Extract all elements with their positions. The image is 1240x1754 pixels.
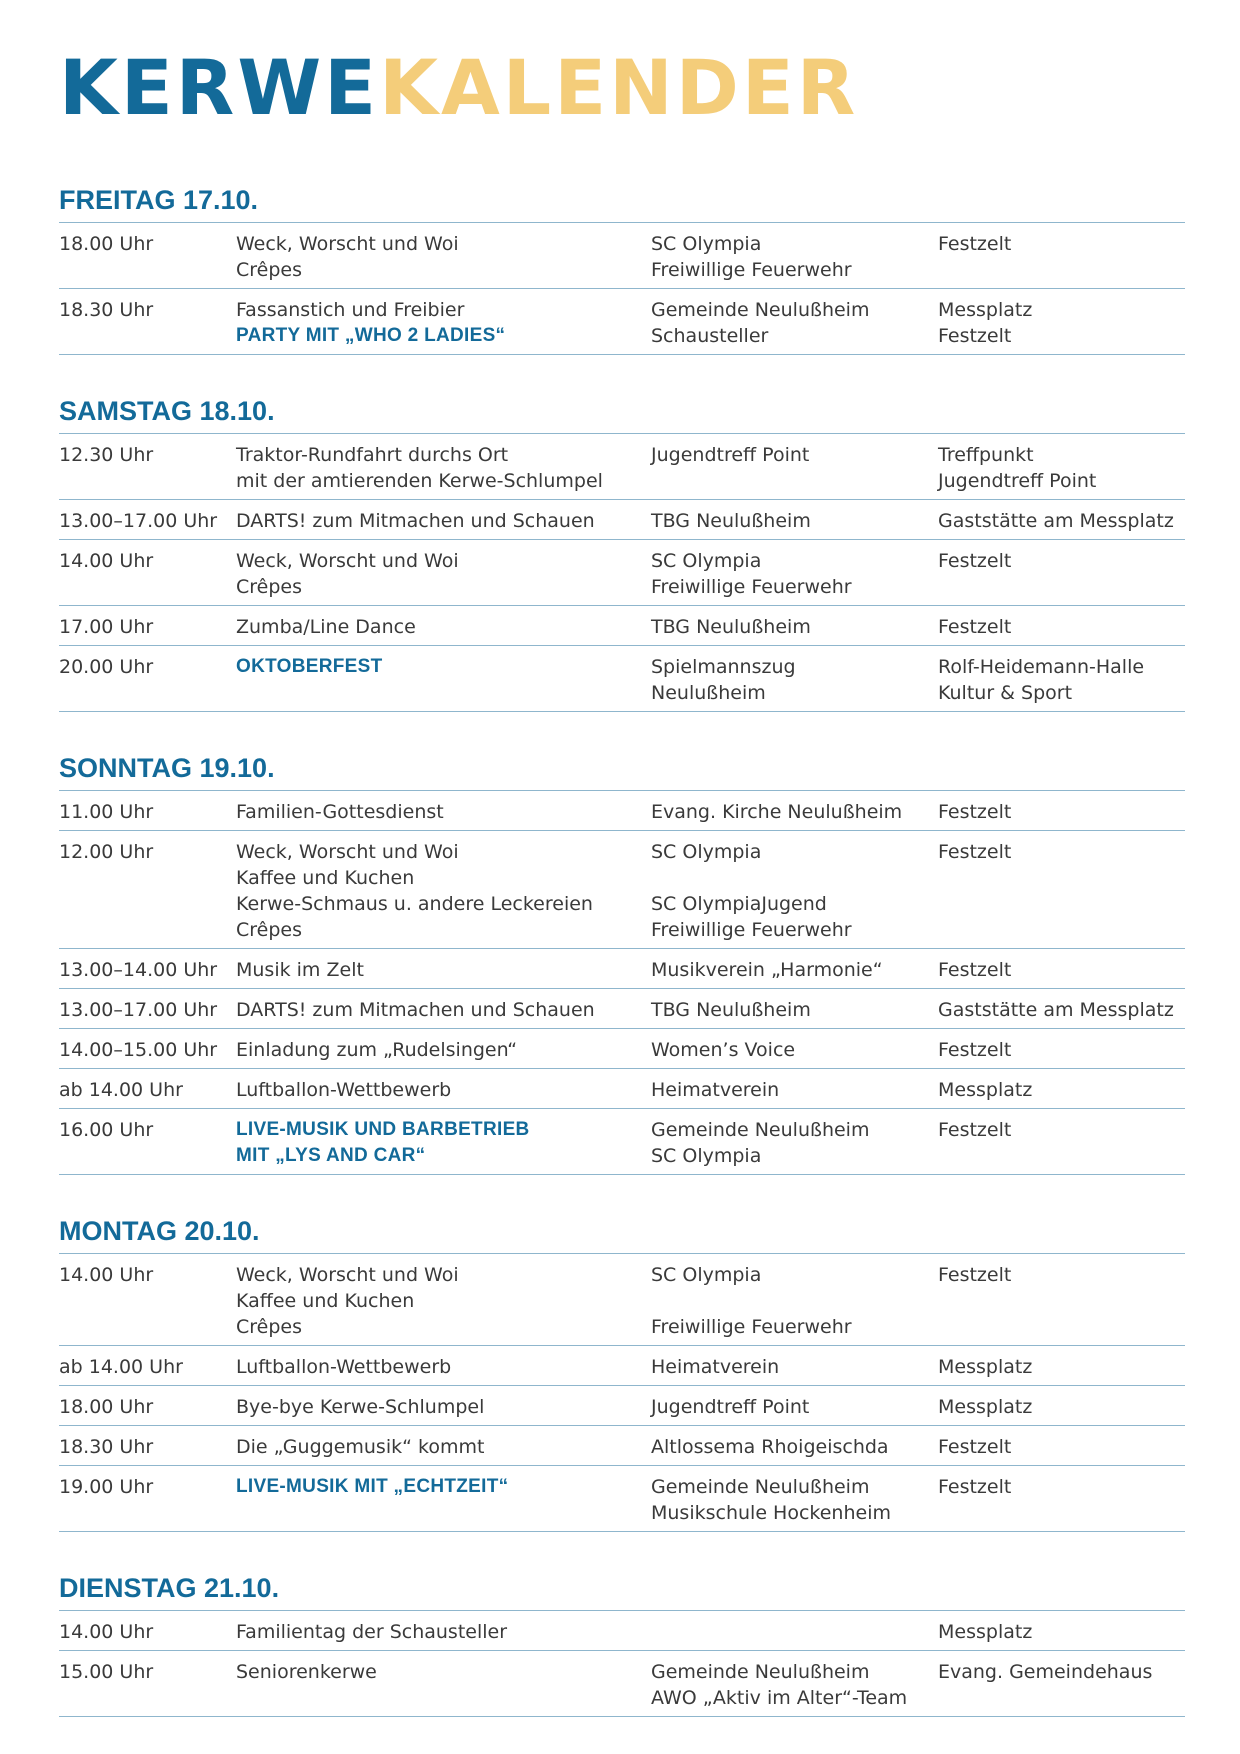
table-row [59, 500, 1185, 540]
event-description [236, 1354, 651, 1380]
event-line: Weck, Worscht und Woi [236, 1264, 459, 1286]
event-line: Familien-Gottesdienst [236, 801, 444, 823]
organizer-line: Heimatverein [651, 1356, 780, 1378]
event-location [938, 1037, 1185, 1063]
event-time: 18.00 Uhr [59, 233, 154, 255]
event-line: Weck, Worscht und Woi [236, 233, 459, 255]
event-organizer [651, 1474, 938, 1526]
event-line: Kaffee und Kuchen [236, 867, 415, 889]
location-line: Festzelt [938, 841, 1012, 863]
event-line: Einladung zum „Rudelsingen“ [236, 1039, 518, 1061]
event-time: 18.30 Uhr [59, 1436, 154, 1458]
event-line: Crêpes [236, 919, 302, 941]
event-location [938, 654, 1185, 706]
event-description [236, 1434, 651, 1460]
event-line: Crêpes [236, 1316, 302, 1338]
event-location [938, 231, 1185, 283]
organizer-line: Heimatverein [651, 1079, 780, 1101]
event-time: ab 14.00 Uhr [59, 1356, 183, 1378]
event-line: Kaffee und Kuchen [236, 1290, 415, 1312]
event-time: 13.00–17.00 Uhr [59, 999, 218, 1021]
event-description [236, 548, 651, 600]
event-time: 15.00 Uhr [59, 1661, 154, 1683]
organizer-line [651, 865, 938, 891]
event-organizer [651, 1659, 938, 1711]
organizer-line: Women’s Voice [651, 1039, 796, 1061]
event-description [236, 957, 651, 983]
event-line: Fassanstich und Freibier [236, 299, 465, 321]
location-line: Evang. Gemeindehaus [938, 1661, 1153, 1683]
event-description [236, 654, 651, 706]
event-description [236, 1037, 651, 1063]
event-time: 19.00 Uhr [59, 1476, 154, 1498]
day-section [59, 1566, 1185, 1717]
event-location [938, 1077, 1185, 1103]
event-organizer [651, 442, 938, 494]
organizer-line: SC Olympia [651, 550, 762, 572]
event-line: DARTS! zum Mitmachen und Schauen [236, 999, 595, 1021]
event-organizer [651, 1037, 938, 1063]
organizer-line: SC OlympiaJugend [651, 893, 827, 915]
event-highlight: PARTY MIT „WHO 2 LADIES“ [236, 325, 506, 346]
event-location [938, 614, 1185, 640]
table-row [59, 1611, 1185, 1651]
event-location [938, 1394, 1185, 1420]
day-section [59, 746, 1185, 1175]
organizer-line: Gemeinde Neulußheim [651, 299, 870, 321]
organizer-line: Musikverein „Harmonie“ [651, 959, 883, 981]
event-description [236, 1262, 651, 1340]
event-line: Weck, Worscht und Woi [236, 841, 459, 863]
organizer-line: Freiwillige Feuerwehr [651, 919, 852, 941]
table-row [59, 949, 1185, 989]
event-time: 18.00 Uhr [59, 1396, 154, 1418]
event-location [938, 548, 1185, 600]
organizer-line: Freiwillige Feuerwehr [651, 259, 852, 281]
location-line: Messplatz [938, 1356, 1033, 1378]
event-organizer [651, 614, 938, 640]
event-location [938, 799, 1185, 825]
location-line: Messplatz [938, 1079, 1033, 1101]
event-line: Traktor-Rundfahrt durchs Ort [236, 444, 509, 466]
organizer-line: Gemeinde Neulußheim [651, 1661, 870, 1683]
event-location [938, 1619, 1185, 1645]
table-row [59, 1346, 1185, 1386]
organizer-line: Jugendtreff Point [651, 444, 810, 466]
location-line: Jugendtreff Point [938, 470, 1097, 492]
table-row [59, 223, 1185, 289]
event-time: 14.00 Uhr [59, 1621, 154, 1643]
organizer-line [651, 1288, 938, 1314]
event-description [236, 442, 651, 494]
location-line: Gaststätte am Messplatz [938, 510, 1174, 532]
table-row [59, 606, 1185, 646]
table-row [59, 646, 1185, 712]
event-organizer [651, 997, 938, 1023]
organizer-line: Musikschule Hockenheim [651, 1502, 891, 1524]
organizer-line: Spielmannszug [651, 656, 796, 678]
event-line: Die „Guggemusik“ kommt [236, 1436, 485, 1458]
organizer-line: SC Olympia [651, 841, 762, 863]
organizer-line: Gemeinde Neulußheim [651, 1476, 870, 1498]
event-time: 11.00 Uhr [59, 801, 154, 823]
event-highlight: OKTOBERFEST [236, 656, 383, 677]
table-row [59, 289, 1185, 355]
event-time: 14.00 Uhr [59, 550, 154, 572]
event-organizer [651, 1354, 938, 1380]
event-description [236, 839, 651, 943]
event-line: Seniorenkerwe [236, 1661, 377, 1683]
event-organizer [651, 654, 938, 706]
event-location [938, 1434, 1185, 1460]
event-location [938, 839, 1185, 943]
event-organizer [651, 1434, 938, 1460]
table-row [59, 1069, 1185, 1109]
event-highlight: MIT „LYS AND CAR“ [236, 1145, 426, 1166]
event-time: 13.00–17.00 Uhr [59, 510, 218, 532]
event-time: 16.00 Uhr [59, 1119, 154, 1141]
organizer-line: Altlossema Rhoigeischda [651, 1436, 889, 1458]
event-organizer [651, 297, 938, 349]
event-location [938, 997, 1185, 1023]
event-location [938, 957, 1185, 983]
event-time: 14.00 Uhr [59, 1264, 154, 1286]
location-line: Festzelt [938, 1119, 1012, 1141]
day-section [59, 389, 1185, 712]
organizer-line: Evang. Kirche Neulußheim [651, 801, 903, 823]
event-description [236, 1619, 651, 1645]
event-line: DARTS! zum Mitmachen und Schauen [236, 510, 595, 532]
event-organizer [651, 508, 938, 534]
table-row [59, 1426, 1185, 1466]
event-line: Luftballon-Wettbewerb [236, 1079, 452, 1101]
event-organizer [651, 839, 938, 943]
day-heading: DIENSTAG 21.10. [59, 1566, 1185, 1611]
organizer-line: TBG Neulußheim [651, 616, 811, 638]
location-line: Festzelt [938, 233, 1012, 255]
event-time: ab 14.00 Uhr [59, 1079, 183, 1101]
location-line: Rolf-Heidemann-Halle [938, 656, 1145, 678]
event-organizer [651, 1394, 938, 1420]
event-description [236, 231, 651, 283]
event-description [236, 297, 651, 349]
event-line: Familientag der Schausteller [236, 1621, 508, 1643]
event-highlight: LIVE-MUSIK MIT „ECHTZEIT“ [236, 1476, 509, 1497]
event-line: Musik im Zelt [236, 959, 364, 981]
location-line: Kultur & Sport [938, 682, 1073, 704]
organizer-line: Schausteller [651, 325, 769, 347]
table-row [59, 831, 1185, 949]
table-row [59, 1109, 1185, 1175]
event-organizer [651, 1262, 938, 1340]
event-organizer [651, 231, 938, 283]
event-time: 18.30 Uhr [59, 299, 154, 321]
organizer-line: SC Olympia [651, 1145, 762, 1167]
location-line: Treffpunkt [938, 444, 1034, 466]
table-row [59, 1466, 1185, 1532]
table-row [59, 1029, 1185, 1069]
schedule [59, 178, 1185, 1751]
event-time: 13.00–14.00 Uhr [59, 959, 218, 981]
location-line: Festzelt [938, 1039, 1012, 1061]
day-heading: SONNTAG 19.10. [59, 746, 1185, 791]
day-heading: SAMSTAG 18.10. [59, 389, 1185, 434]
location-line: Festzelt [938, 1436, 1012, 1458]
event-location [938, 1474, 1185, 1526]
event-description [236, 799, 651, 825]
event-highlight: LIVE-MUSIK UND BARBETRIEB [236, 1119, 530, 1140]
event-organizer [651, 957, 938, 983]
event-location [938, 297, 1185, 349]
event-location [938, 508, 1185, 534]
event-line: Crêpes [236, 576, 302, 598]
event-line: Kerwe-Schmaus u. andere Leckereien [236, 893, 593, 915]
event-time: 17.00 Uhr [59, 616, 154, 638]
event-organizer [651, 548, 938, 600]
organizer-line: Neulußheim [651, 682, 766, 704]
organizer-line: Jugendtreff Point [651, 1396, 810, 1418]
event-description [236, 1117, 651, 1169]
event-location [938, 442, 1185, 494]
event-time: 14.00–15.00 Uhr [59, 1039, 218, 1061]
event-time: 12.00 Uhr [59, 841, 154, 863]
event-organizer [651, 799, 938, 825]
table-row [59, 1254, 1185, 1346]
event-line: Weck, Worscht und Woi [236, 550, 459, 572]
location-line: Festzelt [938, 1476, 1012, 1498]
event-location [938, 1659, 1185, 1711]
event-line: Luftballon-Wettbewerb [236, 1356, 452, 1378]
location-line: Messplatz [938, 299, 1033, 321]
table-row [59, 1651, 1185, 1717]
location-line: Messplatz [938, 1621, 1033, 1643]
day-section [59, 1209, 1185, 1532]
location-line: Festzelt [938, 616, 1012, 638]
event-line: Crêpes [236, 259, 302, 281]
day-heading: FREITAG 17.10. [59, 178, 1185, 223]
organizer-line: AWO „Aktiv im Alter“-Team [651, 1687, 908, 1709]
organizer-line: Gemeinde Neulußheim [651, 1119, 870, 1141]
organizer-line: SC Olympia [651, 233, 762, 255]
event-line: Bye-bye Kerwe-Schlumpel [236, 1396, 485, 1418]
event-description [236, 1474, 651, 1526]
table-row [59, 1386, 1185, 1426]
location-line: Festzelt [938, 1264, 1012, 1286]
event-line: Zumba/Line Dance [236, 616, 416, 638]
event-location [938, 1354, 1185, 1380]
event-description [236, 508, 651, 534]
event-line: mit der amtierenden Kerwe-Schlumpel [236, 470, 603, 492]
event-time: 12.30 Uhr [59, 444, 154, 466]
event-organizer [651, 1117, 938, 1169]
event-description [236, 1659, 651, 1711]
event-organizer [651, 1619, 938, 1645]
location-line: Gaststätte am Messplatz [938, 999, 1174, 1021]
page-title-part-1: KERWE [59, 43, 380, 132]
table-row [59, 791, 1185, 831]
location-line: Festzelt [938, 801, 1012, 823]
event-location [938, 1262, 1185, 1340]
location-line: Festzelt [938, 550, 1012, 572]
organizer-line: TBG Neulußheim [651, 999, 811, 1021]
page-title [59, 44, 858, 132]
table-row [59, 434, 1185, 500]
event-location [938, 1117, 1185, 1169]
location-line: Festzelt [938, 959, 1012, 981]
table-row [59, 989, 1185, 1029]
event-description [236, 1394, 651, 1420]
organizer-line: Freiwillige Feuerwehr [651, 1316, 852, 1338]
organizer-line: TBG Neulußheim [651, 510, 811, 532]
event-organizer [651, 1077, 938, 1103]
day-section [59, 178, 1185, 355]
organizer-line: SC Olympia [651, 1264, 762, 1286]
day-heading: MONTAG 20.10. [59, 1209, 1185, 1254]
location-line: Festzelt [938, 325, 1012, 347]
event-description [236, 1077, 651, 1103]
page-title-part-2: KALENDER [379, 43, 859, 132]
table-row [59, 540, 1185, 606]
location-line: Messplatz [938, 1396, 1033, 1418]
event-time: 20.00 Uhr [59, 656, 154, 678]
event-description [236, 614, 651, 640]
event-description [236, 997, 651, 1023]
organizer-line: Freiwillige Feuerwehr [651, 576, 852, 598]
